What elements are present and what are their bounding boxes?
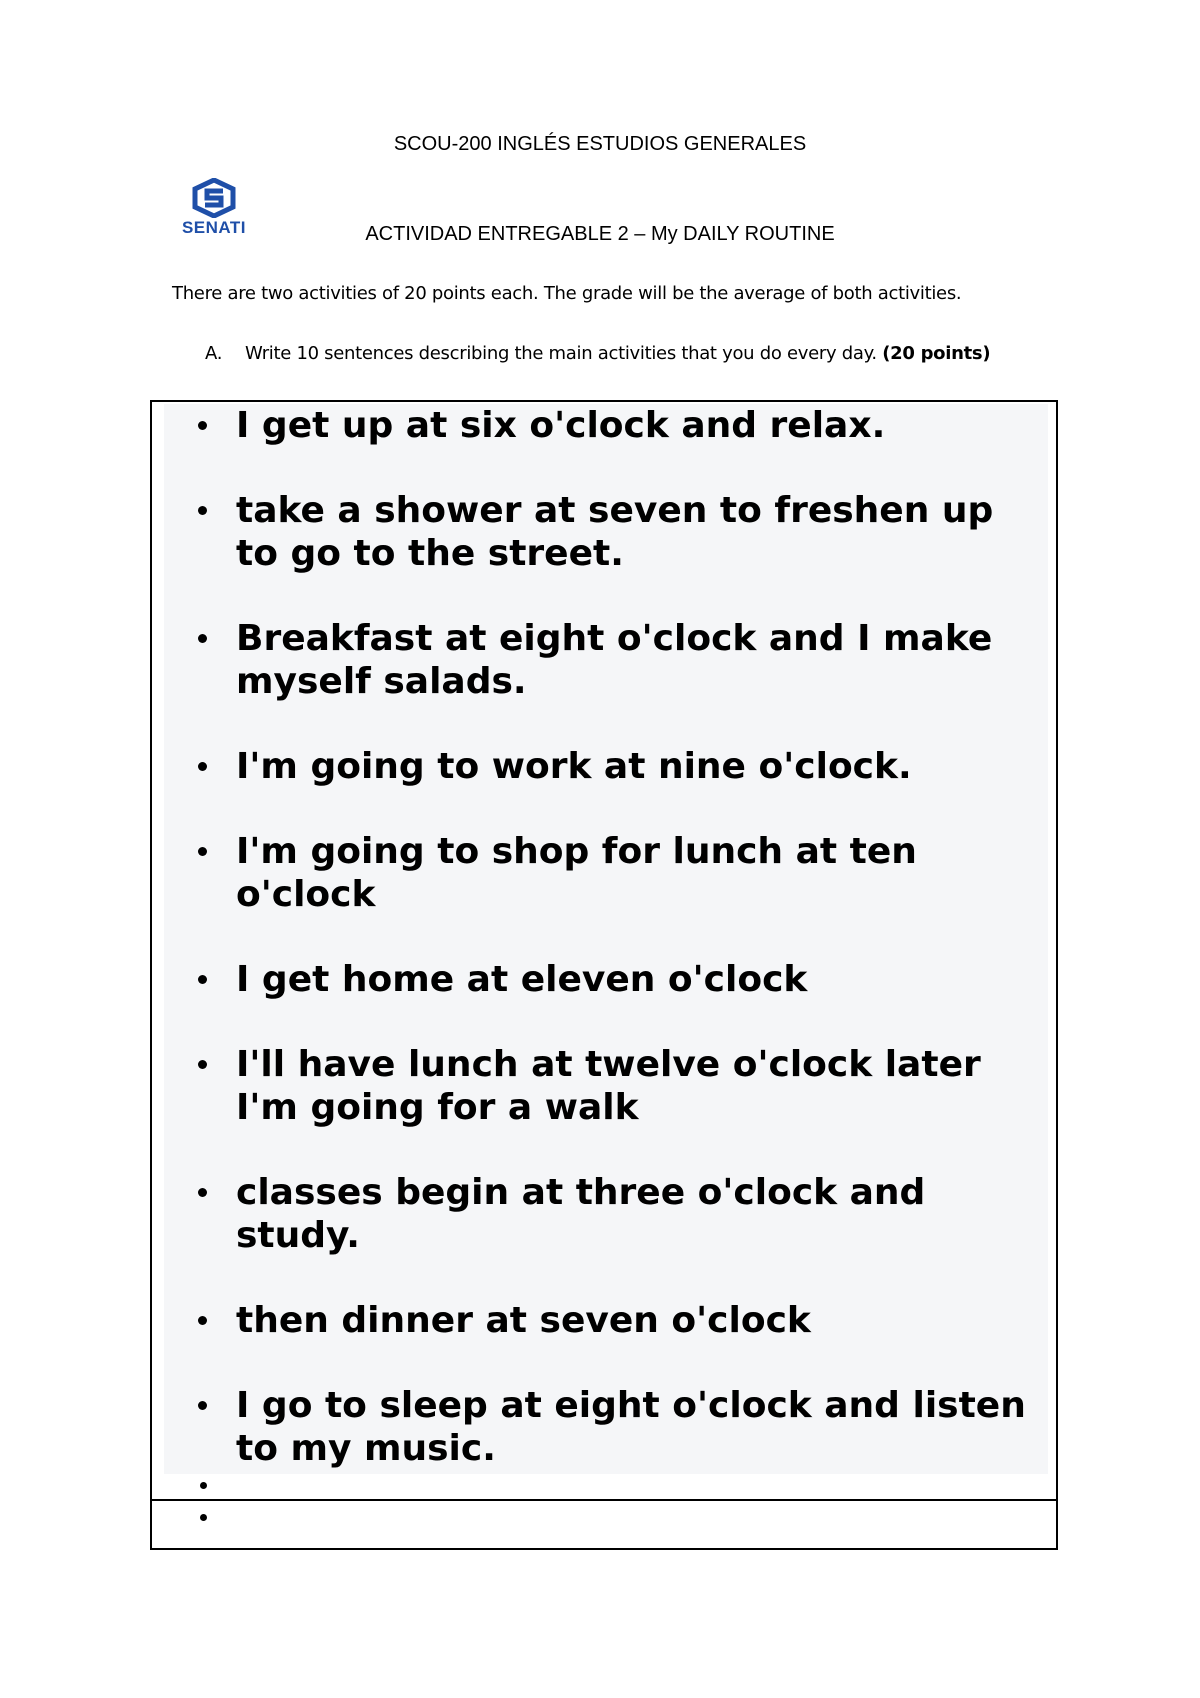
sentence-item [152,745,1056,788]
intro-text: There are two activities of 20 points each. The grade will be the average of both activities. [172,283,962,304]
sentence-text: I'm going to shop for lunch at ten o'clock [236,831,917,915]
bullet-icon [198,421,207,430]
bullet-icon [198,975,207,984]
sentence-text: take a shower at seven to freshen up to go to the street. [236,490,994,574]
instruction-text: Write 10 sentences describing the main activities that you do every day. [245,343,883,364]
bullet-icon [198,1316,207,1325]
sentence-item [152,830,1056,916]
sentence-text: I go to sleep at eight o'clock and listen to my music. [236,1385,1026,1469]
course-title: SCOU-200 INGLÉS ESTUDIOS GENERALES [393,133,807,155]
sentence-text: classes begin at three o'clock and study. [236,1172,926,1256]
sentence-item [152,1043,1056,1129]
instruction-a [205,343,990,364]
sentence-text: Breakfast at eight o'clock and I make myself salads. [236,618,993,702]
sentence-item [152,958,1056,1001]
answer-box [150,400,1058,1550]
senati-logo-icon [173,178,255,218]
sentence-item [152,404,1056,447]
sentence-item [152,489,1056,575]
bullet-icon [198,506,207,515]
bullet-icon [198,1401,207,1410]
empty-bullet-icon [200,1482,207,1489]
sentence-item [152,1171,1056,1257]
logo-text: SENATI [181,218,247,237]
instruction-points: (20 points) [882,343,991,364]
empty-bullet-icon [200,1514,207,1521]
sentence-item [152,1299,1056,1342]
sentence-item [152,1384,1056,1470]
activity-title: ACTIVIDAD ENTREGABLE 2 – My DAILY ROUTINE [365,223,835,245]
bullet-icon [198,1188,207,1197]
bullet-icon [198,634,207,643]
instruction-letter: A. [205,343,223,364]
bullet-icon [198,762,207,771]
sentence-list [152,404,1056,1512]
bullet-icon [198,1060,207,1069]
sentence-item [152,617,1056,703]
sentence-text: I get up at six o'clock and relax. [236,405,886,446]
answer-divider [152,1499,1056,1501]
sentence-text: I'm going to work at nine o'clock. [236,746,912,787]
sentence-text: I'll have lunch at twelve o'clock later I'm going for a walk [236,1044,981,1128]
sentence-text: then dinner at seven o'clock [236,1300,811,1341]
sentence-text: I get home at eleven o'clock [236,959,808,1000]
bullet-icon [198,847,207,856]
